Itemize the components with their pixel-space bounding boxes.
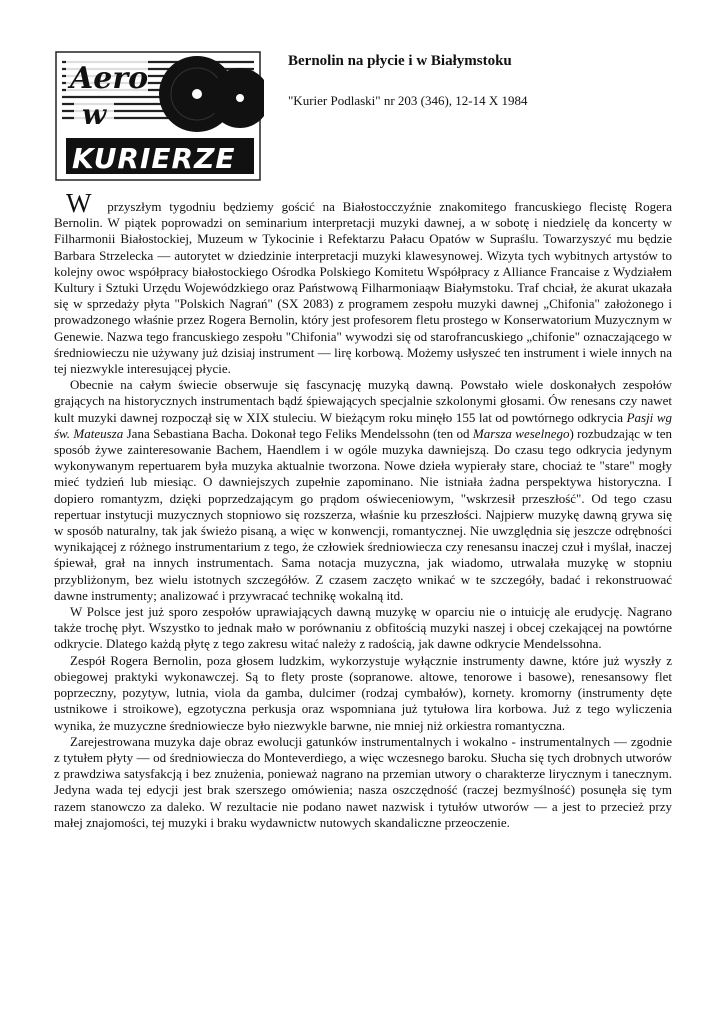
paragraph-2-text-b: Jana Sebastiana Bacha. Dokonał tego Feliks Mendelssohn (ten od — [123, 425, 473, 441]
aero-w-kurierze-logo — [52, 48, 264, 186]
article-title: Bernolin na płycie i w Białymstoku — [288, 53, 512, 69]
paragraph-2-text-c: ) rozbudzając w ten sposób żywe zainteresowanie Bachem, Haendlem i w ogóle muzyka dawniejszą. Do czasu tego odkrycia jedynym wykonywanym repertuarem była muzyka aktualnie tworzona. Nowe dzieła wypierały stare, chociaż te "stare" mogły mieć tydzień lub miesiąc. O dawniejszych zupełnie zapominano. Nie istniała żadna perspektywa historyczna. I dopiero romantyzm, dzięki poprzedzającym go prądom oświeceniowym, "wskrzesił przeszłość". Od tego czasu repertuar instytucji muzycznych stopniowo się rozszerza, właśnie ku przeszłości. Najpierw muzykę dawną grywa się w sposób naturalny, tak jak świeżo pisaną, a więc w konwencji, romantycznej. Nie uwzględnia się jeszcze odrębności wynikającej z różnego instrumentarium z tego, że człowiek średniowiecza czy renesansu inaczej czuł i myślał, inaczej śpiewał, grał na innych instrumentach. Sama notacja muzyczna, jak wiadomo, utrwalała muzykę w stopniu przybliżonym, bez wielu istotnych szczegółów. Z czasem zaczęto wnikać w te szczegóły, badać i rekonstruować dawne instrumenty; analizować i przywracać technikę wokalną itd. — [54, 425, 672, 603]
article-body — [54, 188, 672, 831]
logo-kurierze-text: KURIERZE — [72, 142, 236, 175]
drop-cap: W — [66, 188, 92, 218]
logo-aero-text: Aero — [70, 61, 149, 96]
paragraph-4: Zespół Rogera Bernolin, poza głosem ludzkim, wykorzystuje wyłącznie instrumenty dawne, które już wyszły z obiegowej praktyki wykonawczej. Są to flety proste (sopranowe. altowe, tenorowe i basowe), renesansowy flet poprzeczny, pozytyw, lutnia, viola da gamba, dulcimer (rodzaj cymbałów), kornety. kromorny (instrumenty dęte ustnikowe i stroikowe), egzotyczna perkusja oraz wspomniana już tytułowa lira korbowa. Już z tego wyliczenia wynika, że muzyczne średniowiecze było niezwykle barwne, nie mniej niż orkiestra romantyczna. — [54, 652, 672, 733]
article-source: "Kurier Podlaski" nr 203 (346), 12-14 X 1984 — [288, 93, 528, 108]
paragraph-1-text: przyszłym tygodniu będziemy gościć na Białostocczyźnie znakomitego francuskiego flecistę Rogera Bernolin. W piątek poprowadzi on seminarium interpretacji muzyki dawnej, a w sobotę i niedzielę da koncerty w Filharmonii Białostockiej, Muzeum w Tykocinie i Refektarzu Pałacu Opatów w Supraślu. Towarzyszyć mu będzie Barbara Strzelecka — autorytet w dziedzinie interpretacji muzyki klawesynowej. Wizyta tych wybitnych artystów to kolejny owoc współpracy białostockiego Ośrodka Polskiego Komitetu Współpracy z Alliance Francaise z Wydziałem Kultury i Sztuki Urzędu Wojewódzkiego oraz Państwową Filharmoniaąw Białymstoku. Traf chciał, że akurat ukazała się w sprzedaży płyta "Polskich Nagrań" (SX 2083) z programem zespołu muzyki dawnej „Chifonia" założonego i prowadzonego właśnie przez Rogera Bernolin, który jest profesorem fletu prostego w Konserwatorium Muzycznym w Genewie. Nazwa tego francuskiego zespołu "Chifonia" wywodzi się od starofrancuskiego „chifonie" oznaczającego w średniowieczu nie używany już dzisiaj instrument — lirę korbową. Możemy usłyszeć ten instrument i wiele innych na tej niezwykle interesującej płycie. — [54, 199, 672, 377]
paragraph-3: W Polsce jest już sporo zespołów uprawiających dawną muzykę w oparciu nie o intuicję ale erudycję. Nagrano także trochę płyt. Wszystko to jednak mało w porównaniu z obfitością muzyki naszej i obcej czekającej na powtórne odkrycie. Dlatego każdą płytę z tego zakresu witać należy z radością, jak dawne odkrycie Mendelssohna. — [54, 604, 672, 652]
paragraph-2-italic-2: Marsza weselnego — [472, 425, 570, 441]
paragraph-1 — [54, 188, 672, 377]
logo-w-text: w — [82, 98, 107, 131]
paragraph-2-text-a: Obecnie na całym świecie obserwuje się fascynację muzyką dawną. Powstało wiele doskonałych zespołów grających na historycznych instrumentach bądź śpiewających specjalnie szkolonymi głosami. Ów renesans czy nawet kult muzyki dawnej rozpoczął się w XIX stuleciu. W bieżącym roku minęło 155 lat od powtórnego odkrycia — [54, 377, 672, 425]
paragraph-2-italic-1: Pasji wg św. Mateusza — [54, 409, 672, 441]
paragraph-2 — [54, 377, 672, 604]
paragraph-5: Zarejestrowana muzyka daje obraz ewolucji gatunków instrumentalnych i wokalno - instrumentalnych — zgodnie z tytułem płyty — od średniowiecza do Monteverdiego, a więc wczesnego baroku. Słucha się tych drobnych utworów z prawdziwa satysfakcją i bez znużenia, ponieważ nagrano na przemian utwory o charakterze lirycznym i tanecznym. Jedyna wada tej edycji jest brak szerszego omówienia; nasza oszczędność (raczej bezmyślność) posunęła się tym razem stanowczo za daleko. W rezultacie nie podano nawet nazwisk i tytułów utworów — a jest to przecież przy małej znajomości, tej muzyki i braku wydawnictw nutowych skandaliczne przeoczenie. — [54, 733, 672, 830]
